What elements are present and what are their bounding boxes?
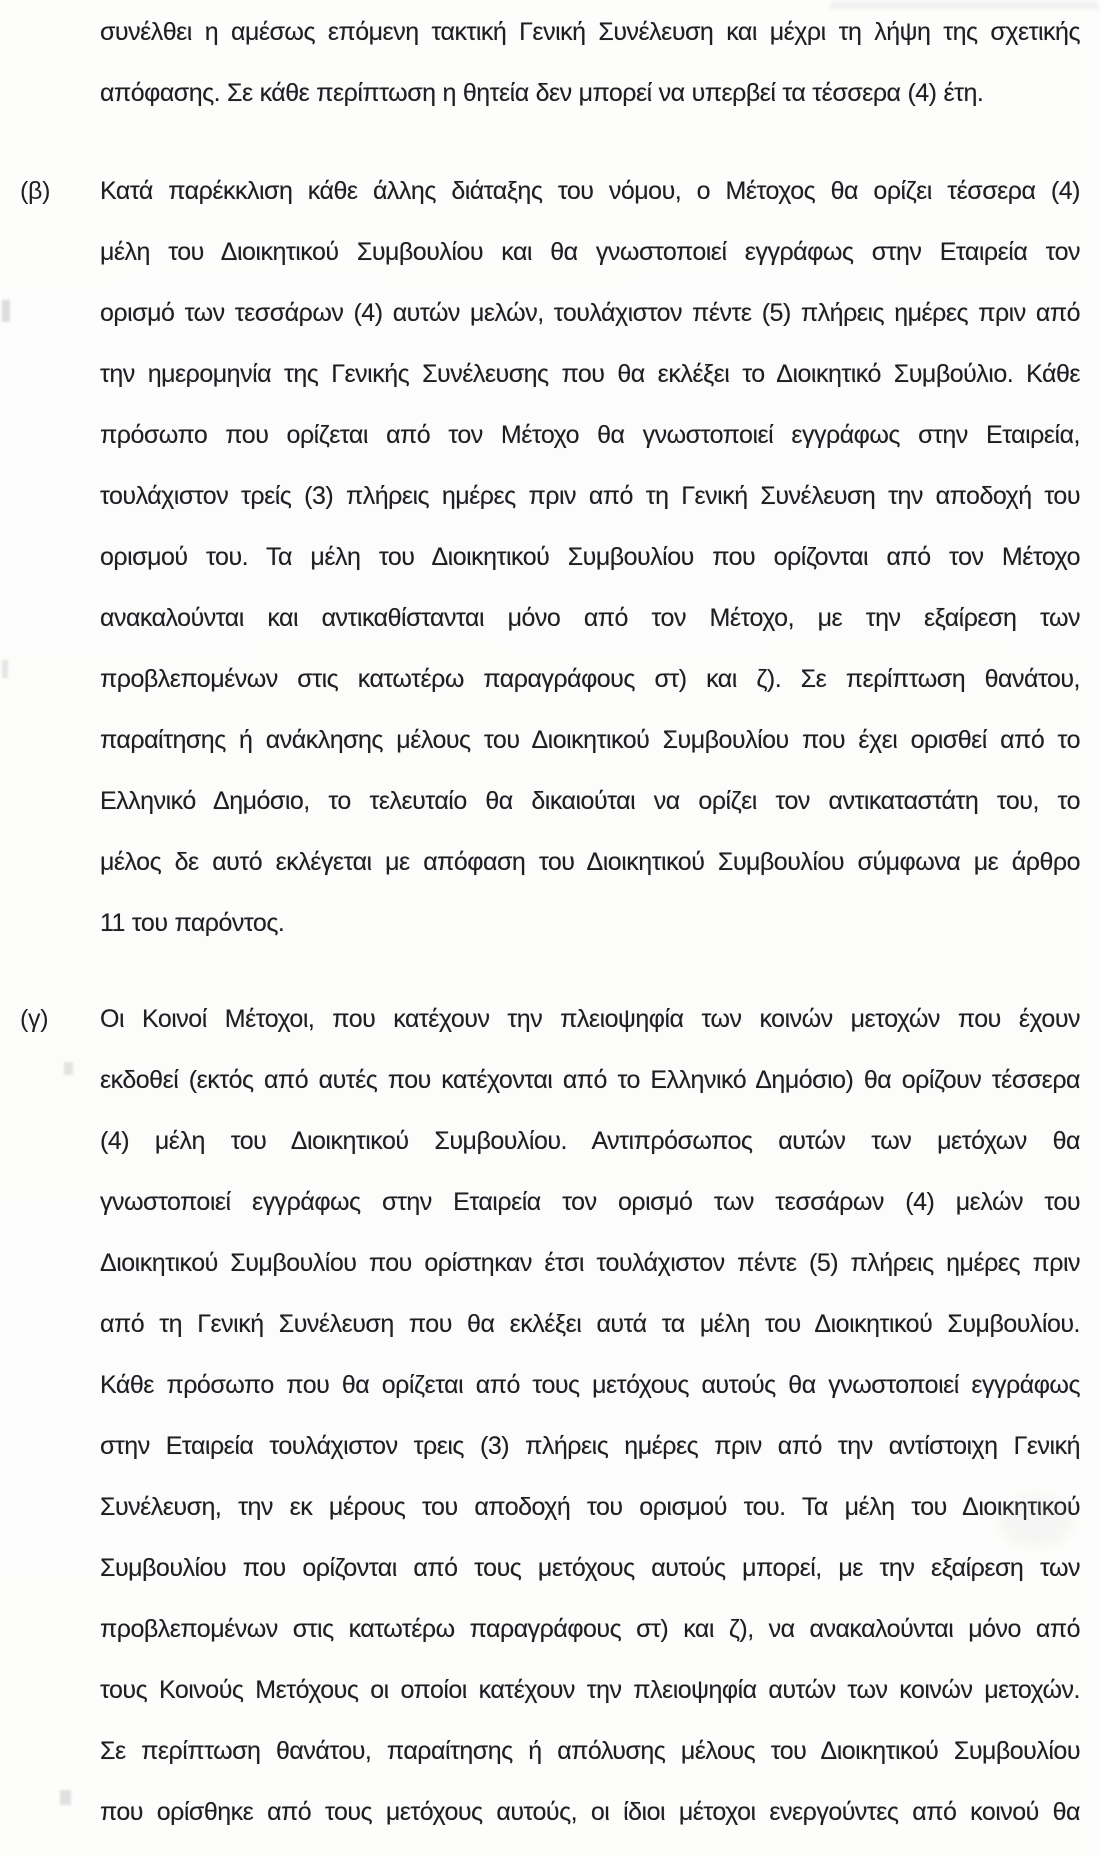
text-line: απόφασης. Σε κάθε περίπτωση η θητεία δεν μπορεί να υπερβεί τα τέσσερα (4) έτη. — [100, 79, 984, 107]
text-line: ανακαλούνται και αντικαθίστανται μόνο από τον Μέτοχο, με την εξαίρεση των — [100, 604, 1080, 632]
text-line: τουλάχιστον τρείς (3) πλήρεις ημέρες πριν από τη Γενική Συνέλευση την αποδοχή του — [100, 482, 1080, 510]
text-line: τους Κοινούς Μετόχους οι οποίοι κατέχουν την πλειοψηφία αυτών των κοινών μετοχών. — [100, 1676, 1080, 1704]
text-line: προβλεπομένων στις κατωτέρω παραγράφους στ) και ζ), να ανακαλούνται μόνο από — [100, 1615, 1080, 1643]
document-content — [0, 2, 1100, 1843]
text-line: ορισμού του. Τα μέλη του Διοικητικού Συμβουλίου που ορίζονται από τον Μέτοχο — [100, 543, 1080, 571]
text-line: Συνέλευση, την εκ μέρους του αποδοχή του ορισμού του. Τα μέλη του Διοικητικού — [100, 1493, 1080, 1521]
text-line: Οι Κοινοί Μέτοχοι, που κατέχουν την πλειοψηφία των κοινών μετοχών που έχουν — [100, 1005, 1080, 1033]
text-line: από τη Γενική Συνέλευση που θα εκλέξει αυτά τα μέλη του Διοικητικού Συμβουλίου. — [100, 1310, 1080, 1338]
text-line: ορισμό των τεσσάρων (4) αυτών μελών, τουλάχιστον πέντε (5) πλήρεις ημέρες πριν από — [100, 299, 1080, 327]
text-line: 11 του παρόντος. — [100, 909, 285, 937]
text-line: που ορίσθηκε από τους μετόχους αυτούς, οι ίδιοι μέτοχοι ενεργούντες από κοινού θα — [100, 1798, 1080, 1826]
text-line: παραίτησης ή ανάκλησης μέλους του Διοικητικού Συμβουλίου που έχει ορισθεί από το — [100, 726, 1080, 754]
text-line: την ημερομηνία της Γενικής Συνέλευσης που θα εκλέξει το Διοικητικό Συμβούλιο. Κάθε — [100, 360, 1080, 388]
text-line: μέλος δε αυτό εκλέγεται με απόφαση του Διοικητικού Συμβουλίου σύμφωνα με άρθρο — [100, 848, 1080, 876]
text-line: Ελληνικό Δημόσιο, το τελευταίο θα δικαιούται να ορίζει τον αντικαταστάτη του, το — [100, 787, 1080, 815]
text-line: (4) μέλη του Διοικητικού Συμβουλίου. Αντιπρόσωπος αυτών των μετόχων θα — [100, 1127, 1080, 1155]
text-line: στην Εταιρεία τουλάχιστον τρεις (3) πλήρεις ημέρες πριν από την αντίστοιχη Γενική — [100, 1432, 1080, 1460]
text-line: προβλεπομένων στις κατωτέρω παραγράφους στ) και ζ). Σε περίπτωση θανάτου, — [100, 665, 1080, 693]
text-line: Σε περίπτωση θανάτου, παραίτησης ή απόλυσης μέλους του Διοικητικού Συμβουλίου — [100, 1737, 1080, 1765]
paragraph-beta — [0, 161, 1100, 954]
paragraph-gamma — [0, 989, 1100, 1843]
text-line: Κάθε πρόσωπο που θα ορίζεται από τους μετόχους αυτούς θα γνωστοποιεί εγγράφως — [100, 1371, 1080, 1399]
paragraph-continuation — [0, 2, 1100, 124]
text-line: συνέλθει η αμέσως επόμενη τακτική Γενική Συνέλευση και μέχρι τη λήψη της σχετικής — [100, 18, 1080, 46]
text-line: μέλη του Διοικητικού Συμβουλίου και θα γνωστοποιεί εγγράφως στην Εταιρεία τον — [100, 238, 1080, 266]
paragraph-label: (γ) — [20, 1005, 49, 1033]
paragraph-label: (β) — [20, 177, 51, 205]
text-line: Κατά παρέκκλιση κάθε άλλης διάταξης του νόμου, ο Μέτοχος θα ορίζει τέσσερα (4) — [100, 177, 1080, 205]
text-line: πρόσωπο που ορίζεται από τον Μέτοχο θα γνωστοποιεί εγγράφως στην Εταιρεία, — [100, 421, 1080, 449]
text-line: γνωστοποιεί εγγράφως στην Εταιρεία τον ορισμό των τεσσάρων (4) μελών του — [100, 1188, 1080, 1216]
text-line: Διοικητικού Συμβουλίου που ορίστηκαν έτσι τουλάχιστον πέντε (5) πλήρεις ημέρες πριν — [100, 1249, 1080, 1277]
text-line: εκδοθεί (εκτός από αυτές που κατέχονται από το Ελληνικό Δημόσιο) θα ορίζουν τέσσερα — [100, 1066, 1080, 1094]
text-line: Συμβουλίου που ορίζονται από τους μετόχους αυτούς μπορεί, με την εξαίρεση των — [100, 1554, 1080, 1582]
